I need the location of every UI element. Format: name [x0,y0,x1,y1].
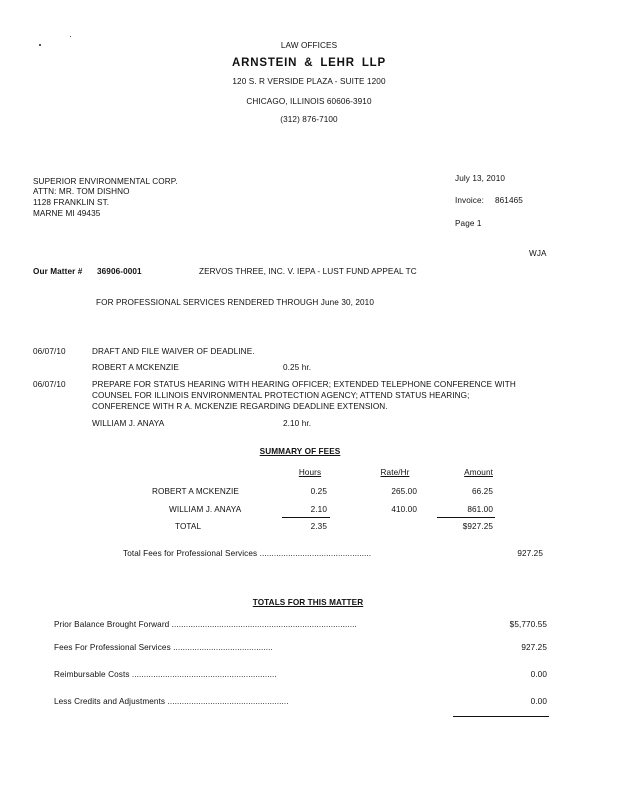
summary-title: SUMMARY OF FEES [259,447,341,456]
entry-hours: 0.25 hr. [283,363,312,372]
totals-amount: 927.25 [521,643,547,652]
entry-timekeeper: ROBERT A MCKENZIE [92,363,179,372]
attorney-initials: WJA [529,249,547,258]
invoice-number: 861465 [495,196,523,205]
firm-city: CHICAGO, ILLINOIS 60606-3910 [246,97,372,106]
summary-rate: 265.00 [391,487,417,496]
totals-rule [453,716,549,717]
summary-hours: 2.10 [310,505,327,514]
header-amount: Amount [464,468,493,477]
entry-description: COUNSEL FOR ILLINOIS ENVIRONMENTAL PROTECTION AGENCY; ATTEND STATUS HEARING; [92,391,470,400]
professional-services-amount: 927.25 [517,549,543,558]
header-rate: Rate/Hr [380,468,410,477]
summary-amount: 66.25 [472,487,493,496]
invoice-date: July 13, 2010 [455,174,506,183]
firm-phone: (312) 876-7100 [280,115,338,124]
office-label: LAW OFFICES [280,41,338,50]
totals-title: TOTALS FOR THIS MATTER [252,598,364,607]
header-hours: Hours [298,468,322,477]
totals-amount: $5,770.55 [509,620,547,629]
totals-label: Fees For Professional Services .......................................... [54,643,273,652]
services-heading: FOR PROFESSIONAL SERVICES RENDERED THROUGH June 30, 2010 [96,298,374,307]
matter-label: Our Matter # [33,267,83,276]
firm-name: ARNSTEIN & LEHR LLP [232,57,386,69]
entry-date: 06/07/10 [33,380,66,389]
summary-name: ROBERT A MCKENZIE [152,487,239,496]
total-label: TOTAL [175,522,202,531]
recipient-line: SUPERIOR ENVIRONMENTAL CORP. [33,177,178,186]
page-number: Page 1 [455,219,482,228]
totals-label: Less Credits and Adjustments ................................................... [54,697,289,706]
totals-amount: 0.00 [530,670,547,679]
recipient-line: 1128 FRANKLIN ST. [33,198,110,207]
hours-total-rule [282,517,330,518]
matter-title: ZERVOS THREE, INC. V. IEPA - LUST FUND APPEAL TC [199,267,417,276]
summary-hours: 0.25 [310,487,327,496]
matter-number: 36906-0001 [97,267,142,276]
firm-address: 120 S. R VERSIDE PLAZA - SUITE 1200 [232,77,386,86]
entry-timekeeper: WILLIAM J. ANAYA [92,419,165,428]
summary-amount: 861.00 [467,505,493,514]
entry-description: CONFERENCE WITH R A. MCKENZIE REGARDING DEADLINE EXTENSION. [92,402,388,411]
entry-description: DRAFT AND FILE WAIVER OF DEADLINE. [92,347,255,356]
total-hours: 2.35 [310,522,327,531]
amount-total-rule [437,517,495,518]
entry-date: 06/07/10 [33,347,66,356]
recipient-line: ATTN: MR. TOM DISHNO [33,187,130,196]
totals-label: Prior Balance Brought Forward .............................................................................. [54,620,357,629]
entry-description: PREPARE FOR STATUS HEARING WITH HEARING OFFICER; EXTENDED TELEPHONE CONFERENCE WITH [92,380,516,389]
invoice-label: Invoice: [455,196,485,205]
professional-services-label: Total Fees for Professional Services ............................................... [123,549,372,558]
totals-amount: 0.00 [530,697,547,706]
totals-label: Reimbursable Costs ............................................................. [54,670,277,679]
recipient-line: MARNE MI 49435 [33,209,101,218]
summary-name: WILLIAM J. ANAYA [169,505,242,514]
summary-rate: 410.00 [391,505,417,514]
total-amount: $927.25 [462,522,493,531]
scan-speck [70,36,71,37]
entry-hours: 2.10 hr. [283,419,312,428]
